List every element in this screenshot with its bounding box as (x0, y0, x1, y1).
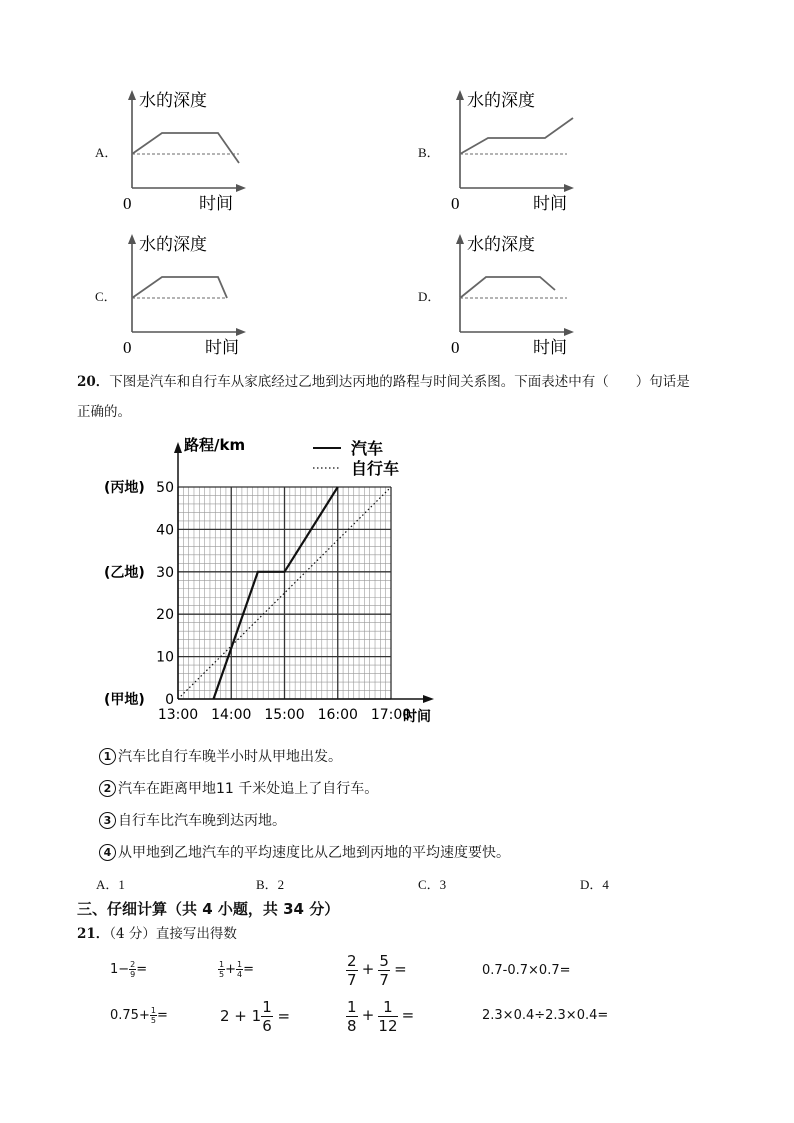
choice-d-value: 4 (602, 877, 609, 892)
chart-d-ylabel: 水的深度 (467, 235, 535, 255)
x-tick-label: 17:00 (370, 707, 412, 723)
depth-chart-a (115, 86, 250, 216)
depth-chart-b (443, 86, 583, 216)
chart-b-origin: 0 (451, 194, 460, 213)
x-tick-label: 14:00 (211, 707, 252, 723)
choice-a-letter: A． (96, 877, 119, 892)
chart-c-origin: 0 (123, 338, 132, 357)
y-tick-label: 10 (156, 649, 174, 666)
place-label: (乙地) (104, 564, 145, 581)
question-20-text (77, 367, 757, 427)
option-c-label: C． (95, 289, 117, 304)
chart-a-xlabel: 时间 (199, 194, 233, 214)
calc-r2c1: 0.75+ $\frac{1}{5}$ = (110, 1006, 168, 1025)
legend-label: 汽车 (351, 439, 384, 458)
choice-a[interactable] (96, 874, 125, 893)
option-b-label: B． (418, 145, 440, 160)
choice-a-value: 1 (118, 877, 125, 892)
option-a-label: A． (95, 145, 118, 160)
circle-number-1: 1 (99, 748, 116, 765)
calc-r1c1: 1− $\frac{2}{9}$ = (110, 960, 148, 979)
y-tick-label: 40 (156, 522, 174, 539)
section-3-title: 三、仔细计算（共 4 小题，共 34 分） (77, 900, 340, 918)
choice-c-value: 3 (439, 877, 447, 892)
x-axis-arrow (423, 695, 434, 703)
y-axis-arrow (174, 442, 182, 453)
option-d-label: D． (418, 289, 441, 304)
question-21-header (77, 919, 237, 949)
question-20-line2: 正确的。 (77, 404, 131, 420)
place-label: (丙地) (104, 480, 145, 496)
x-tick-label: 16:00 (317, 707, 358, 723)
y-tick-label: 50 (156, 480, 174, 496)
chart-b-ylabel: 水的深度 (467, 91, 535, 111)
choice-b-value: 2 (277, 877, 285, 892)
calc-r1c4: 0.7-0.7×0.7= (482, 963, 571, 978)
circle-number-3: 3 (99, 812, 116, 829)
calc-r1c2: $\frac{1}{5}$ + $\frac{1}{4}$ = (219, 960, 254, 979)
chart-b-xlabel: 时间 (533, 194, 567, 214)
statement-3-text: 自行车比汽车晚到达丙地。 (118, 813, 286, 829)
depth-chart-d (443, 230, 583, 360)
calc-r2c3: $\frac{1}{8}$ + $\frac{1}{12}$ = (347, 998, 415, 1035)
choice-c-letter: C． (418, 877, 440, 892)
circle-number-4: 4 (99, 844, 116, 861)
x-axis-label: 时间 (403, 709, 431, 725)
choice-b-letter: B． (256, 877, 278, 892)
chart-d-origin: 0 (451, 338, 460, 357)
place-labels (104, 479, 145, 708)
choice-c[interactable] (418, 874, 446, 893)
y-axis-label: 路程/km (184, 436, 246, 454)
statement-2-text: 汽车在距离甲地11 千米处追上了自行车。 (118, 781, 379, 797)
tick-labels (156, 480, 411, 723)
y-tick-label: 30 (156, 564, 174, 581)
statement-1 (99, 746, 342, 766)
calc-r2c4: 2.3×0.4÷2.3×0.4= (482, 1008, 609, 1023)
chart-c-xlabel: 时间 (205, 338, 239, 358)
chart-a-ylabel: 水的深度 (139, 91, 207, 111)
question-20-number: 20． (77, 374, 110, 390)
question-21-number: 21． (77, 926, 110, 942)
series-car-line (214, 487, 338, 699)
y-tick-label: 0 (165, 692, 174, 708)
y-tick-label: 20 (156, 607, 174, 624)
question-20-line1: 下图是汽车和自行车从家底经过乙地到达丙地的路程与时间关系图。下面表述中有（ ）句话是 (109, 374, 690, 390)
choice-d-letter: D． (580, 877, 603, 892)
distance-time-chart (98, 432, 458, 734)
statement-1-text: 汽车比自行车晚半小时从甲地出发。 (118, 749, 342, 765)
circle-number-2: 2 (99, 780, 116, 797)
choice-b[interactable] (256, 874, 284, 893)
chart-c-ylabel: 水的深度 (139, 235, 207, 255)
chart-legend (313, 439, 399, 478)
statement-4 (99, 842, 510, 862)
question-21-text: （4 分）直接写出得数 (109, 926, 237, 942)
chart-d-xlabel: 时间 (533, 338, 567, 358)
x-tick-label: 13:00 (157, 707, 199, 723)
statement-3 (99, 810, 286, 830)
legend-label: 自行车 (351, 459, 400, 478)
choice-d[interactable] (580, 874, 609, 893)
statement-2 (99, 778, 378, 798)
chart-axes (174, 442, 434, 703)
x-tick-label: 15:00 (264, 707, 305, 723)
place-label: (甲地) (104, 692, 145, 708)
statement-4-text: 从甲地到乙地汽车的平均速度比从乙地到丙地的平均速度要快。 (118, 845, 510, 861)
depth-chart-c (115, 230, 250, 360)
calc-r2c2: 2 + 1 $\frac{1}{6}$ = (220, 998, 291, 1035)
chart-a-origin: 0 (123, 194, 132, 213)
calc-r1c3: $\frac{2}{7}$ + $\frac{5}{7}$ = (347, 952, 407, 989)
